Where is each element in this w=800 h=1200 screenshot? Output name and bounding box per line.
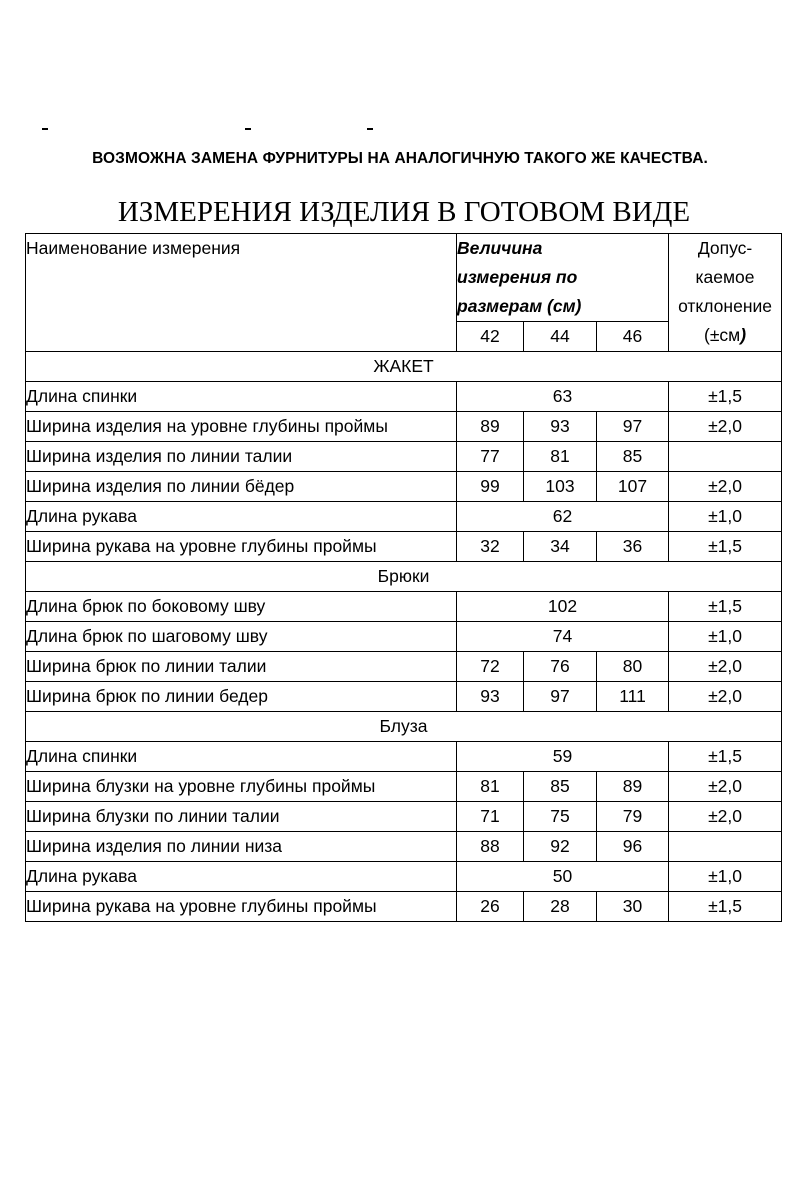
measurement-value: 34 [524,532,597,562]
measurement-value: 97 [524,682,597,712]
measurements-table-body [26,234,782,922]
tolerance-line [669,321,781,350]
tolerance-line: отклонение [678,296,772,316]
measurements-table [25,233,782,922]
size-group-line: измерения по [457,267,578,287]
header-name-cell: Наименование измерения [26,234,457,352]
tolerance-value: ±1,0 [669,622,782,652]
tolerance-value: ±1,5 [669,742,782,772]
measurement-value-all-sizes: 62 [457,502,669,532]
measurement-row [26,472,782,502]
measurement-name: Ширина блузки по линии талии [26,802,457,832]
measurement-row [26,862,782,892]
measurement-value: 30 [597,892,669,922]
measurement-value: 28 [524,892,597,922]
measurement-row [26,742,782,772]
measurement-value: 75 [524,802,597,832]
fittings-note: ВОЗМОЖНА ЗАМЕНА ФУРНИТУРЫ НА АНАЛОГИЧНУЮ ТАКОГО ЖЕ КАЧЕСТВА. [92,150,708,167]
size-group-line: размерам (см) [457,296,582,316]
measurement-row [26,652,782,682]
measurement-value: 97 [597,412,669,442]
tolerance-value: ±2,0 [669,412,782,442]
measurement-name: Ширина блузки на уровне глубины проймы [26,772,457,802]
size-col-42: 42 [457,322,524,352]
measurement-row [26,682,782,712]
tolerance-value: ±2,0 [669,472,782,502]
header-size-group [457,234,669,322]
size-col-46: 46 [597,322,669,352]
section-title: Блуза [26,712,782,742]
measurement-value: 103 [524,472,597,502]
measurement-row [26,382,782,412]
measurement-name: Длина брюк по боковому шву [26,592,457,622]
measurement-name: Ширина брюк по линии бедер [26,682,457,712]
decorative-dashes [0,128,800,138]
measurement-name: Ширина рукава на уровне глубины проймы [26,892,457,922]
measurement-value-all-sizes: 50 [457,862,669,892]
measurement-name: Ширина рукава на уровне глубины проймы [26,532,457,562]
section-row [26,352,782,382]
measurement-value-all-sizes: 59 [457,742,669,772]
section-title: ЖАКЕТ [26,352,782,382]
measurement-row [26,772,782,802]
dash-mark [245,128,251,130]
dash-mark [367,128,373,130]
measurement-name: Ширина изделия по линии бёдер [26,472,457,502]
tolerance-value: ±2,0 [669,652,782,682]
measurement-row [26,412,782,442]
measurement-name: Ширина изделия по линии низа [26,832,457,862]
measurement-value-all-sizes: 74 [457,622,669,652]
measurement-row [26,622,782,652]
measurement-name: Длина рукава [26,862,457,892]
measurement-name: Ширина изделия на уровне глубины проймы [26,412,457,442]
tolerance-value: ±1,0 [669,862,782,892]
header-tolerance-cell [669,234,782,352]
tolerance-line: Допус- [697,238,753,258]
measurement-value: 76 [524,652,597,682]
measurement-row [26,532,782,562]
measurement-value: 89 [457,412,524,442]
tolerance-line: каемое [695,267,755,287]
measurement-value: 85 [597,442,669,472]
measurement-value: 107 [597,472,669,502]
measurement-value: 72 [457,652,524,682]
tolerance-value [669,832,782,862]
measurement-value: 96 [597,832,669,862]
size-col-44: 44 [524,322,597,352]
section-title: Брюки [26,562,782,592]
section-row [26,562,782,592]
measurement-value: 85 [524,772,597,802]
measurement-value: 77 [457,442,524,472]
header-row [26,234,782,322]
size-group-line: Величина [457,238,543,258]
measurement-value: 71 [457,802,524,832]
measurement-value-all-sizes: 63 [457,382,669,412]
tolerance-unit: (±см [704,325,741,345]
tolerance-value: ±1,0 [669,502,782,532]
measurement-name: Ширина изделия по линии талии [26,442,457,472]
measurement-name: Ширина брюк по линии талии [26,652,457,682]
measurement-row [26,502,782,532]
tolerance-value: ±1,5 [669,892,782,922]
measurement-row [26,892,782,922]
tolerance-close: ) [740,325,747,345]
measurement-value: 80 [597,652,669,682]
measurement-value: 92 [524,832,597,862]
tolerance-value: ±2,0 [669,772,782,802]
measurement-value: 32 [457,532,524,562]
measurement-value: 93 [457,682,524,712]
measurement-name: Длина рукава [26,502,457,532]
tolerance-value: ±2,0 [669,802,782,832]
measurement-row [26,832,782,862]
measurement-value: 111 [597,682,669,712]
measurement-value-all-sizes: 102 [457,592,669,622]
measurement-row [26,442,782,472]
measurement-value: 81 [457,772,524,802]
tolerance-value: ±1,5 [669,382,782,412]
tolerance-value: ±1,5 [669,532,782,562]
tolerance-value [669,442,782,472]
measurement-value: 79 [597,802,669,832]
tolerance-value: ±2,0 [669,682,782,712]
page-title: ИЗМЕРЕНИЯ ИЗДЕЛИЯ В ГОТОВОМ ВИДЕ [117,196,691,228]
measurement-value: 99 [457,472,524,502]
measurement-value: 81 [524,442,597,472]
tolerance-value: ±1,5 [669,592,782,622]
measurement-value: 89 [597,772,669,802]
measurement-name: Длина брюк по шаговому шву [26,622,457,652]
measurement-name: Длина спинки [26,742,457,772]
measurement-value: 36 [597,532,669,562]
dash-mark [42,128,48,130]
measurement-row [26,802,782,832]
section-row [26,712,782,742]
measurement-value: 26 [457,892,524,922]
measurement-name: Длина спинки [26,382,457,412]
measurement-value: 93 [524,412,597,442]
measurement-value: 88 [457,832,524,862]
measurement-row [26,592,782,622]
